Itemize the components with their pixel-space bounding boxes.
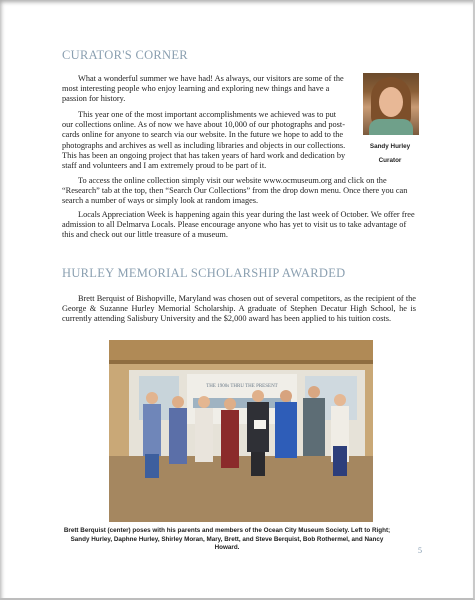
curators-paragraph-4: Locals Appreciation Week is happening again this year during the last week of October. We offer free admission to all Delmarva Locals. Please encourage anyone who has yet to visit us to take advantage of this and check out our little treasure of a museum.	[62, 210, 415, 240]
curator-role-caption: Curator	[378, 157, 402, 164]
curators-paragraph-1: What a wonderful summer we have had! As always, our visitors are some of the most interesting people who enjoy learning and exploring new things and have a passion for history.	[62, 74, 344, 104]
portrait-shirt	[369, 119, 413, 135]
scholarship-title: HURLEY MEMORIAL SCHOLARSHIP AWARDED	[62, 266, 346, 280]
curators-corner-title: CURATOR'S CORNER	[62, 48, 188, 62]
curators-paragraph-3: To access the online collection simply visit our website www.ocmuseum.org and click on the “Research” tab at the top, then “Search Our Collections” from the drop down menu. Once there you can search a number of ways or simply look at random images.	[62, 176, 408, 206]
curator-name-caption: Sandy Hurley	[369, 143, 411, 150]
page-number: 5	[418, 546, 422, 555]
curator-portrait-photo	[363, 73, 419, 135]
group-photo-illustration	[109, 340, 373, 522]
group-photo-caption: Brett Berquist (center) poses with his parents and members of the Ocean City Museum Society. Left to Right; Sandy Hurley, Daphne Hurley, Shirley Moran, Mary, Brett, and Steve Berquist, Bob Rothermel, and Nancy Howard.	[63, 527, 391, 552]
exhibit-sign-text: THE 1900s THRU THE PRESENT	[206, 384, 278, 389]
scholarship-paragraph: Brett Berquist of Bishopville, Maryland was chosen out of several competitors, as the recipient of the George & Suzanne Hurley Memorial Scholarship. A graduate of Stephen Decatur High School, he is currently attending Salisbury University and the $2,000 award has been applied to his tuition costs.	[62, 294, 416, 324]
scholarship-group-photo	[109, 340, 373, 522]
curators-paragraph-2: This year one of the most important accomplishments we achieved was to put our collections online. As of now we have about 10,000 of our photographs and post-cards online for anyone to search via our website. In the future we hope to add to the photographs and archives as well as including libraries and objects in our collections. This has been an ongoing project that has taken years of hard work and dedication by staff and volunteers and I am extremely proud to be part of it.	[62, 110, 346, 171]
portrait-face	[379, 87, 403, 117]
